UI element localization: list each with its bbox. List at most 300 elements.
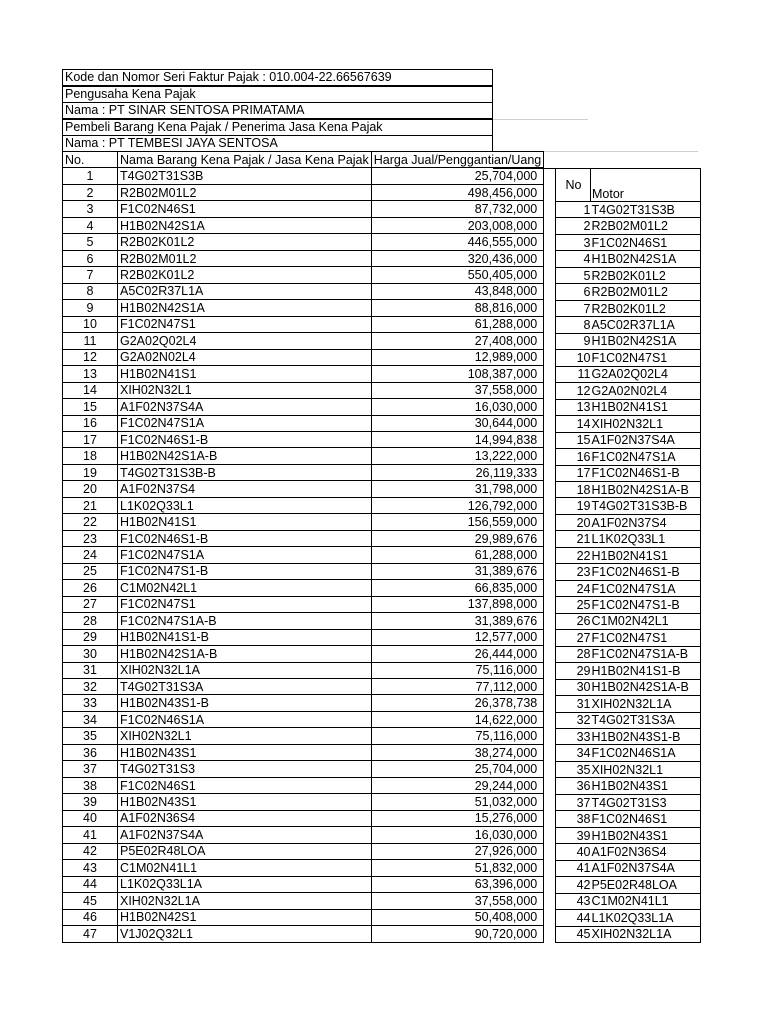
- table-row: [63, 300, 544, 316]
- item-name: A1F02N36S4: [118, 810, 372, 826]
- item-name: G2A02Q02L4: [118, 333, 372, 349]
- table-row: [63, 744, 544, 760]
- motor-row: [556, 827, 701, 843]
- motor-row-number: 15: [556, 432, 591, 448]
- motor-row: [556, 679, 701, 695]
- motor-code: H1B02N42S1A-B: [591, 481, 701, 497]
- row-number: 18: [63, 448, 118, 464]
- row-number: 43: [63, 860, 118, 876]
- motor-code: G2A02N02L4: [591, 383, 701, 399]
- item-price: 156,559,000: [371, 514, 543, 530]
- item-price: 31,389,676: [371, 563, 543, 579]
- motor-code: P5E02R48LOA: [591, 877, 701, 893]
- table-row: [63, 679, 544, 695]
- item-name: A1F02N37S4A: [118, 399, 372, 415]
- row-number: 19: [63, 464, 118, 480]
- motor-code: C1M02N42L1: [591, 613, 701, 629]
- motor-row: [556, 811, 701, 827]
- motor-code: H1B02N43S1-B: [591, 729, 701, 745]
- table-row: [63, 481, 544, 497]
- item-price: 25,704,000: [371, 761, 543, 777]
- table-row: [63, 366, 544, 382]
- motor-row: [556, 778, 701, 794]
- motor-row-number: 38: [556, 811, 591, 827]
- item-name: H1B02N42S1A-B: [118, 448, 372, 464]
- motor-row-number: 18: [556, 481, 591, 497]
- motor-row-number: 19: [556, 498, 591, 514]
- item-name: L1K02Q33L1: [118, 497, 372, 513]
- motor-code: H1B02N42S1A: [591, 333, 701, 349]
- table-row: [63, 827, 544, 843]
- motor-row-number: 13: [556, 399, 591, 415]
- row-number: 35: [63, 728, 118, 744]
- item-name: H1B02N43S1: [118, 744, 372, 760]
- column-header-item: [118, 152, 372, 168]
- item-name: A1F02N37S4: [118, 481, 372, 497]
- item-price: 75,116,000: [371, 662, 543, 678]
- motor-row-number: 43: [556, 893, 591, 909]
- table-row: [63, 267, 544, 283]
- motor-row: [556, 267, 701, 283]
- motor-code: H1B02N43S1: [591, 827, 701, 843]
- item-name: F1C02N47S1A-B: [118, 613, 372, 629]
- motor-row: [556, 531, 701, 547]
- motor-row: [556, 366, 701, 382]
- row-number: 23: [63, 530, 118, 546]
- motor-code: A1F02N37S4A: [591, 860, 701, 876]
- column-header-item-label: Nama Barang Kena Pajak / Jasa Kena Pajak: [120, 152, 369, 167]
- motor-code: T4G02T31S3: [591, 794, 701, 810]
- row-number: 27: [63, 596, 118, 612]
- motor-row-number: 33: [556, 729, 591, 745]
- item-name: H1B02N42S1A: [118, 217, 372, 233]
- seller-name: Nama : PT SINAR SENTOSA PRIMATAMA: [62, 102, 493, 119]
- item-price: 90,720,000: [371, 926, 543, 942]
- motor-row: [556, 333, 701, 349]
- item-name: P5E02R48LOA: [118, 843, 372, 859]
- motor-code: XIH02N32L1A: [591, 696, 701, 712]
- row-number: 37: [63, 761, 118, 777]
- motor-row: [556, 893, 701, 909]
- item-price: 43,848,000: [371, 283, 543, 299]
- row-number: 44: [63, 876, 118, 892]
- table-row: [63, 316, 544, 332]
- motor-row-number: 17: [556, 465, 591, 481]
- table-row: [63, 184, 544, 200]
- motor-row-number: 31: [556, 696, 591, 712]
- table-row: [63, 777, 544, 793]
- motor-row-number: 12: [556, 383, 591, 399]
- row-number: 11: [63, 333, 118, 349]
- motor-row: [556, 399, 701, 415]
- item-name: H1B02N42S1A: [118, 300, 372, 316]
- table-row: [63, 464, 544, 480]
- item-name: H1B02N41S1-B: [118, 629, 372, 645]
- item-name: H1B02N42S1: [118, 909, 372, 925]
- motor-row: [556, 910, 701, 926]
- motor-row-number: 1: [556, 202, 591, 218]
- row-number: 29: [63, 629, 118, 645]
- row-number: 41: [63, 827, 118, 843]
- table-row: [63, 860, 544, 876]
- item-price: 31,798,000: [371, 481, 543, 497]
- motor-row-number: 41: [556, 860, 591, 876]
- table-row: [63, 596, 544, 612]
- item-name: L1K02Q33L1A: [118, 876, 372, 892]
- row-number: 25: [63, 563, 118, 579]
- item-name: F1C02N46S1: [118, 201, 372, 217]
- motor-row: [556, 251, 701, 267]
- row-number: 3: [63, 201, 118, 217]
- motor-row: [556, 844, 701, 860]
- row-number: 13: [63, 366, 118, 382]
- motor-row-number: 9: [556, 333, 591, 349]
- motor-row-number: 11: [556, 366, 591, 382]
- item-name: F1C02N47S1: [118, 596, 372, 612]
- motor-code: XIH02N32L1A: [591, 926, 701, 942]
- motor-table-header-row: [556, 169, 701, 202]
- table-row: [63, 711, 544, 727]
- item-name: XIH02N32L1: [118, 728, 372, 744]
- motor-row-number: 45: [556, 926, 591, 942]
- motor-row: [556, 926, 701, 942]
- table-row: [63, 497, 544, 513]
- motor-row: [556, 761, 701, 777]
- item-price: 61,288,000: [371, 547, 543, 563]
- motor-code: XIH02N32L1: [591, 761, 701, 777]
- motor-row: [556, 284, 701, 300]
- motor-row-number: 42: [556, 877, 591, 893]
- motor-row-number: 20: [556, 514, 591, 530]
- row-number: 15: [63, 399, 118, 415]
- motor-row: [556, 383, 701, 399]
- motor-row: [556, 432, 701, 448]
- row-number: 30: [63, 646, 118, 662]
- item-price: 16,030,000: [371, 827, 543, 843]
- motor-code: A5C02R37L1A: [591, 317, 701, 333]
- motor-row: [556, 663, 701, 679]
- motor-row: [556, 498, 701, 514]
- table-row: [63, 563, 544, 579]
- item-name: F1C02N46S1-B: [118, 431, 372, 447]
- table-row: [63, 448, 544, 464]
- item-name: F1C02N46S1: [118, 777, 372, 793]
- table-row: [63, 415, 544, 431]
- row-number: 26: [63, 580, 118, 596]
- column-header-price: Harga Jual/Penggantian/Uang: [371, 152, 543, 168]
- item-price: 38,274,000: [371, 744, 543, 760]
- motor-code: F1C02N46S1-B: [591, 465, 701, 481]
- item-price: 30,644,000: [371, 415, 543, 431]
- row-number: 10: [63, 316, 118, 332]
- motor-row-number: 44: [556, 910, 591, 926]
- motor-code: R2B02M01L2: [591, 218, 701, 234]
- item-name: R2B02M01L2: [118, 250, 372, 266]
- table-row: [63, 728, 544, 744]
- item-name: F1C02N46S1-B: [118, 530, 372, 546]
- motor-row: [556, 794, 701, 810]
- table-row: [63, 926, 544, 942]
- item-name: R2B02M01L2: [118, 184, 372, 200]
- motor-row-number: 36: [556, 778, 591, 794]
- row-number: 14: [63, 382, 118, 398]
- row-number: 6: [63, 250, 118, 266]
- motor-row-number: 28: [556, 646, 591, 662]
- row-number: 39: [63, 794, 118, 810]
- motor-row: [556, 630, 701, 646]
- motor-row: [556, 300, 701, 316]
- item-price: 12,577,000: [371, 629, 543, 645]
- table-row: [63, 843, 544, 859]
- item-name: C1M02N42L1: [118, 580, 372, 596]
- motor-row-number: 2: [556, 218, 591, 234]
- pengusaha-label: Pengusaha Kena Pajak: [62, 86, 493, 103]
- motor-row-number: 4: [556, 251, 591, 267]
- motor-row: [556, 416, 701, 432]
- motor-row-number: 32: [556, 712, 591, 728]
- row-number: 42: [63, 843, 118, 859]
- table-row: [63, 662, 544, 678]
- item-price: 15,276,000: [371, 810, 543, 826]
- motor-row-number: 27: [556, 630, 591, 646]
- motor-row-number: 39: [556, 827, 591, 843]
- row-number: 4: [63, 217, 118, 233]
- motor-code: A1F02N36S4: [591, 844, 701, 860]
- motor-row: [556, 580, 701, 596]
- item-price: 12,989,000: [371, 349, 543, 365]
- motor-code: L1K02Q33L1A: [591, 910, 701, 926]
- row-number: 1: [63, 168, 118, 184]
- motor-row: [556, 729, 701, 745]
- motor-row: [556, 234, 701, 250]
- item-price: 446,555,000: [371, 234, 543, 250]
- motor-code: A1F02N37S4A: [591, 432, 701, 448]
- motor-row: [556, 712, 701, 728]
- motor-row-number: 21: [556, 531, 591, 547]
- item-name: H1B02N41S1: [118, 514, 372, 530]
- item-price: 31,389,676: [371, 613, 543, 629]
- item-price: 88,816,000: [371, 300, 543, 316]
- motor-row: [556, 465, 701, 481]
- row-number: 33: [63, 695, 118, 711]
- table-row: [63, 646, 544, 662]
- item-price: 29,989,676: [371, 530, 543, 546]
- faktur-number: Kode dan Nomor Seri Faktur Pajak : 010.004-22.66567639: [62, 69, 493, 86]
- row-number: 28: [63, 613, 118, 629]
- item-name: V1J02Q32L1: [118, 926, 372, 942]
- table-row: [63, 580, 544, 596]
- row-number: 21: [63, 497, 118, 513]
- motor-code: L1K02Q33L1: [591, 531, 701, 547]
- item-name: T4G02T31S3B: [118, 168, 372, 184]
- item-price: 320,436,000: [371, 250, 543, 266]
- motor-header-motor: Motor: [591, 169, 701, 202]
- item-name: R2B02K01L2: [118, 267, 372, 283]
- motor-code: F1C02N46S1: [591, 811, 701, 827]
- motor-row-number: 29: [556, 663, 591, 679]
- table-row: [63, 168, 544, 184]
- row-number: 47: [63, 926, 118, 942]
- item-name: F1C02N47S1A: [118, 547, 372, 563]
- row-number: 7: [63, 267, 118, 283]
- item-price: 87,732,000: [371, 201, 543, 217]
- motor-row-number: 34: [556, 745, 591, 761]
- motor-code: F1C02N47S1A-B: [591, 646, 701, 662]
- motor-code: C1M02N41L1: [591, 893, 701, 909]
- item-price: 63,396,000: [371, 876, 543, 892]
- item-name: G2A02N02L4: [118, 349, 372, 365]
- item-price: 25,704,000: [371, 168, 543, 184]
- row-number: 5: [63, 234, 118, 250]
- motor-row-number: 37: [556, 794, 591, 810]
- motor-row: [556, 646, 701, 662]
- table-row: [63, 909, 544, 925]
- item-price: 137,898,000: [371, 596, 543, 612]
- table-row: [63, 530, 544, 546]
- motor-code: H1B02N41S1-B: [591, 663, 701, 679]
- item-price: 27,408,000: [371, 333, 543, 349]
- item-name: F1C02N47S1: [118, 316, 372, 332]
- motor-row: [556, 481, 701, 497]
- motor-code: R2B02M01L2: [591, 284, 701, 300]
- motor-row: [556, 202, 701, 218]
- item-price: 37,558,000: [371, 382, 543, 398]
- item-price: 26,119,333: [371, 464, 543, 480]
- row-number: 2: [63, 184, 118, 200]
- item-price: 126,792,000: [371, 497, 543, 513]
- motor-code: G2A02Q02L4: [591, 366, 701, 382]
- item-price: 16,030,000: [371, 399, 543, 415]
- item-price: 77,112,000: [371, 679, 543, 695]
- motor-row: [556, 877, 701, 893]
- table-row: [63, 695, 544, 711]
- motor-code: H1B02N43S1: [591, 778, 701, 794]
- table-row: [63, 629, 544, 645]
- motor-code: F1C02N46S1: [591, 234, 701, 250]
- motor-code: F1C02N47S1-B: [591, 597, 701, 613]
- motor-code: XIH02N32L1: [591, 416, 701, 432]
- column-header-no: No.: [63, 152, 118, 168]
- item-price: 29,244,000: [371, 777, 543, 793]
- row-number: 34: [63, 711, 118, 727]
- motor-row: [556, 350, 701, 366]
- motor-code: A1F02N37S4: [591, 514, 701, 530]
- motor-code: H1B02N41S1: [591, 547, 701, 563]
- item-name: T4G02T31S3: [118, 761, 372, 777]
- table-row: [63, 876, 544, 892]
- motor-code: H1B02N42S1A: [591, 251, 701, 267]
- row-number: 22: [63, 514, 118, 530]
- item-price: 37,558,000: [371, 893, 543, 909]
- motor-row-number: 8: [556, 317, 591, 333]
- table-row: [63, 382, 544, 398]
- motor-row-number: 7: [556, 300, 591, 316]
- motor-code: H1B02N42S1A-B: [591, 679, 701, 695]
- motor-row: [556, 745, 701, 761]
- row-number: 8: [63, 283, 118, 299]
- motor-code: F1C02N47S1A: [591, 449, 701, 465]
- motor-row-number: 10: [556, 350, 591, 366]
- motor-code: R2B02K01L2: [591, 267, 701, 283]
- motor-code: F1C02N46S1A: [591, 745, 701, 761]
- item-price: 13,222,000: [371, 448, 543, 464]
- motor-row: [556, 613, 701, 629]
- row-number: 38: [63, 777, 118, 793]
- table-row: [63, 893, 544, 909]
- item-name: XIH02N32L1A: [118, 893, 372, 909]
- item-name: H1B02N43S1-B: [118, 695, 372, 711]
- row-number: 12: [63, 349, 118, 365]
- motor-row: [556, 449, 701, 465]
- motor-code: F1C02N47S1: [591, 350, 701, 366]
- table-header-row: [63, 152, 544, 168]
- item-price: 66,835,000: [371, 580, 543, 596]
- table-row: [63, 613, 544, 629]
- motor-code: T4G02T31S3A: [591, 712, 701, 728]
- motor-code: H1B02N41S1: [591, 399, 701, 415]
- item-name: H1B02N41S1: [118, 366, 372, 382]
- invoice-items-table: [62, 151, 544, 943]
- item-name: F1C02N47S1-B: [118, 563, 372, 579]
- table-row: [63, 431, 544, 447]
- table-row: [63, 399, 544, 415]
- motor-row: [556, 696, 701, 712]
- row-number: 24: [63, 547, 118, 563]
- item-name: F1C02N47S1A: [118, 415, 372, 431]
- motor-code: F1C02N47S1A: [591, 580, 701, 596]
- motor-row: [556, 564, 701, 580]
- item-name: H1B02N42S1A-B: [118, 646, 372, 662]
- motor-code: F1C02N46S1-B: [591, 564, 701, 580]
- motor-row-number: 16: [556, 449, 591, 465]
- table-row: [63, 514, 544, 530]
- motor-code: T4G02T31S3B: [591, 202, 701, 218]
- item-name: R2B02K01L2: [118, 234, 372, 250]
- table-row: [63, 349, 544, 365]
- row-number: 16: [63, 415, 118, 431]
- motor-row: [556, 218, 701, 234]
- motor-row-number: 5: [556, 267, 591, 283]
- item-price: 550,405,000: [371, 267, 543, 283]
- motor-row: [556, 597, 701, 613]
- row-number: 32: [63, 679, 118, 695]
- motor-row: [556, 514, 701, 530]
- table-row: [63, 250, 544, 266]
- table-row: [63, 547, 544, 563]
- item-name: T4G02T31S3B-B: [118, 464, 372, 480]
- item-price: 14,622,000: [371, 711, 543, 727]
- item-price: 27,926,000: [371, 843, 543, 859]
- item-price: 26,378,738: [371, 695, 543, 711]
- table-row: [63, 794, 544, 810]
- item-price: 498,456,000: [371, 184, 543, 200]
- row-number: 45: [63, 893, 118, 909]
- row-number: 20: [63, 481, 118, 497]
- item-name: C1M02N41L1: [118, 860, 372, 876]
- item-price: 51,032,000: [371, 794, 543, 810]
- buyer-heading: Pembeli Barang Kena Pajak / Penerima Jasa Kena Pajak: [62, 119, 493, 136]
- buyer-name: Nama : PT TEMBESI JAYA SENTOSA: [62, 135, 493, 152]
- motor-row: [556, 860, 701, 876]
- motor-row-number: 3: [556, 234, 591, 250]
- row-number: 36: [63, 744, 118, 760]
- motor-code: R2B02K01L2: [591, 300, 701, 316]
- motor-row-number: 25: [556, 597, 591, 613]
- table-row: [63, 333, 544, 349]
- row-number: 40: [63, 810, 118, 826]
- motor-row-number: 30: [556, 679, 591, 695]
- item-price: 51,832,000: [371, 860, 543, 876]
